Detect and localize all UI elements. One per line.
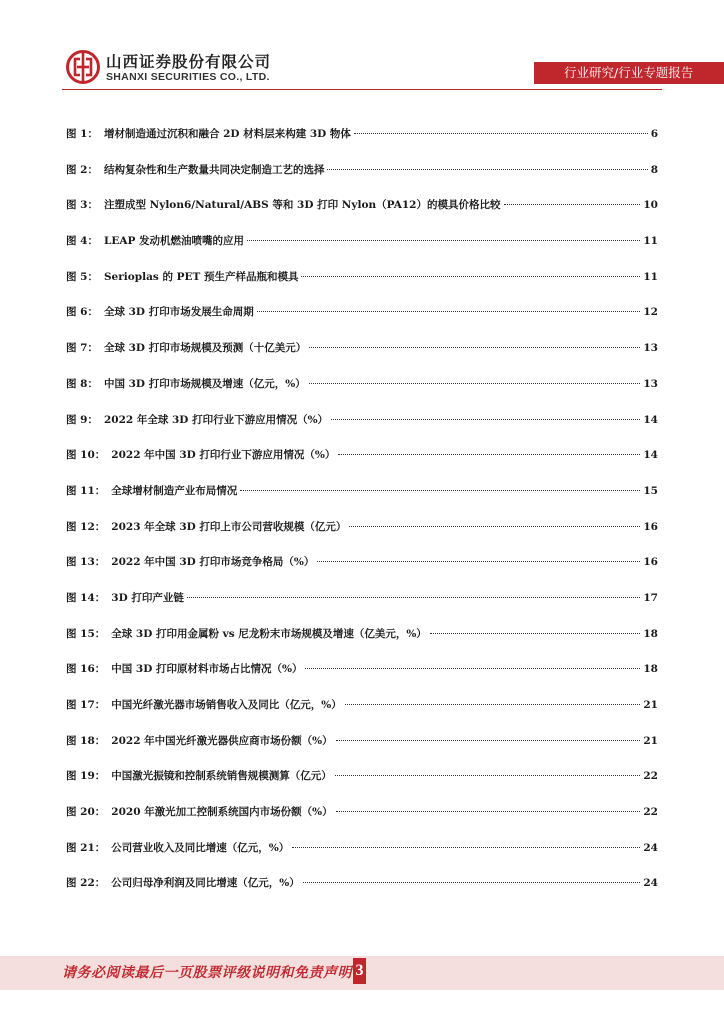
toc-page-number: 13	[643, 342, 658, 355]
toc-figure-title: 中国 3D 打印原材料市场占比情况（%）	[111, 663, 303, 676]
toc-page-number: 8	[650, 163, 658, 176]
toc-dot-leader	[303, 882, 641, 883]
toc-entry[interactable]	[66, 590, 658, 626]
toc-figure-number: 图 11：	[66, 484, 106, 497]
toc-figure-title: 增材制造通过沉积和融合 2D 材料层来构建 3D 物体	[103, 128, 351, 140]
toc-figure-title: 2022 年全球 3D 打印行业下游应用情况（%）	[103, 413, 329, 426]
toc-entry[interactable]	[66, 233, 658, 269]
toc-figure-number: 图 10：	[66, 449, 106, 462]
toc-figure-number: 图 7：	[66, 342, 98, 355]
toc-figure-number: 图 19：	[66, 770, 106, 783]
toc-entry[interactable]	[66, 768, 658, 804]
toc-entry[interactable]	[66, 840, 658, 876]
company-name-cn: 山西证券股份有限公司	[106, 53, 272, 71]
report-type-badge: 行业研究/行业专题报告	[534, 62, 724, 84]
toc-page-number: 17	[643, 591, 658, 604]
toc-entry[interactable]	[66, 804, 658, 840]
toc-figure-number: 图 1：	[66, 128, 98, 140]
page-header	[0, 0, 724, 100]
toc-figure-title: 2020 年激光加工控制系统国内市场份额（%）	[111, 806, 333, 819]
toc-dot-leader	[327, 169, 647, 170]
toc-dot-leader	[336, 740, 641, 741]
toc-dot-leader	[345, 704, 641, 705]
footer-disclaimer: 请务必阅读最后一页股票评级说明和免责声明	[62, 965, 352, 981]
toc-dot-leader	[335, 775, 641, 776]
toc-page-number: 10	[643, 199, 658, 212]
toc-figure-number: 图 22：	[66, 877, 106, 890]
toc-dot-leader	[338, 454, 640, 455]
toc-page-number: 18	[643, 663, 658, 676]
toc-entry[interactable]	[66, 412, 658, 448]
toc-figure-number: 图 4：	[66, 235, 98, 248]
toc-entry[interactable]	[66, 697, 658, 733]
toc-figure-number: 图 8：	[66, 377, 98, 390]
toc-figure-title: 全球 3D 打印市场规模及预测（十亿美元）	[103, 342, 307, 355]
page-number: 3	[353, 958, 366, 984]
toc-entry[interactable]	[66, 875, 658, 911]
toc-page-number: 18	[643, 627, 658, 640]
toc-page-number: 11	[643, 270, 658, 283]
toc-entry[interactable]	[66, 483, 658, 519]
toc-dot-leader	[257, 311, 641, 312]
toc-figure-number: 图 12：	[66, 520, 106, 533]
toc-figure-number: 图 16：	[66, 663, 106, 676]
toc-entry[interactable]	[66, 519, 658, 555]
company-name-en: SHANXI SECURITIES CO., LTD.	[106, 71, 270, 83]
toc-dot-leader	[349, 526, 640, 527]
toc-dot-leader	[354, 133, 648, 134]
toc-entry[interactable]	[66, 447, 658, 483]
toc-figure-title: 公司归母净利润及同比增速（亿元，%）	[111, 877, 300, 890]
toc-page-number: 6	[650, 128, 658, 140]
toc-dot-leader	[331, 419, 640, 420]
toc-page-number: 11	[643, 235, 658, 248]
toc-figure-number: 图 13：	[66, 556, 106, 569]
toc-dot-leader	[305, 668, 640, 669]
toc-figure-number: 图 20：	[66, 806, 106, 819]
toc-entry[interactable]	[66, 162, 658, 198]
toc-figure-title: 2022 年中国 3D 打印行业下游应用情况（%）	[111, 449, 336, 462]
toc-page-number: 16	[643, 556, 658, 569]
toc-entry[interactable]	[66, 126, 658, 162]
toc-figure-number: 图 9：	[66, 413, 98, 426]
toc-figure-title: 公司营业收入及同比增速（亿元，%）	[111, 841, 290, 854]
toc-dot-leader	[187, 597, 641, 598]
toc-page-number: 24	[643, 877, 658, 890]
toc-entry[interactable]	[66, 340, 658, 376]
toc-dot-leader	[247, 240, 640, 241]
toc-figure-title: 2022 年中国光纤激光器供应商市场份额（%）	[111, 734, 333, 747]
toc-entry[interactable]	[66, 376, 658, 412]
toc-page-number: 16	[643, 520, 658, 533]
toc-page-number: 22	[643, 770, 658, 783]
toc-figure-number: 图 6：	[66, 306, 98, 319]
toc-figure-title: LEAP 发动机燃油喷嘴的应用	[103, 235, 245, 248]
company-logo-icon	[66, 50, 100, 84]
toc-page-number: 14	[643, 413, 658, 426]
toc-dot-leader	[504, 204, 641, 205]
header-divider	[62, 89, 662, 90]
toc-dot-leader	[336, 811, 641, 812]
toc-page-number: 13	[643, 377, 658, 390]
toc-figure-title: 中国 3D 打印市场规模及增速（亿元，%）	[103, 377, 306, 390]
toc-entry[interactable]	[66, 554, 658, 590]
toc-dot-leader	[292, 847, 640, 848]
toc-page-number: 12	[643, 306, 658, 319]
toc-figure-title: 2023 年全球 3D 打印上市公司营收规模（亿元）	[111, 520, 347, 533]
toc-figure-title: Serioplas 的 PET 预生产样品瓶和模具	[103, 270, 299, 283]
toc-dot-leader	[309, 347, 640, 348]
toc-figure-number: 图 17：	[66, 699, 106, 711]
toc-entry[interactable]	[66, 733, 658, 769]
toc-page-number: 21	[643, 734, 658, 747]
toc-entry[interactable]	[66, 197, 658, 233]
toc-entry[interactable]	[66, 304, 658, 340]
toc-page-number: 14	[643, 449, 658, 462]
toc-dot-leader	[430, 633, 641, 634]
toc-figure-title: 结构复杂性和生产数量共同决定制造工艺的选择	[103, 163, 325, 176]
toc-figure-title: 注塑成型 Nylon6/Natural/ABS 等和 3D 打印 Nylon（PA12）的模具价格比较	[103, 199, 501, 212]
toc-figure-title: 全球 3D 打印用金属粉 vs 尼龙粉末市场规模及增速（亿美元，%）	[111, 627, 427, 640]
toc-dot-leader	[317, 561, 640, 562]
toc-page-number: 24	[643, 841, 658, 854]
toc-figure-title: 全球 3D 打印市场发展生命周期	[103, 306, 254, 319]
toc-figure-number: 图 21：	[66, 841, 106, 854]
toc-figure-number: 图 5：	[66, 270, 98, 283]
toc-figure-number: 图 14：	[66, 591, 106, 604]
toc-entry[interactable]	[66, 661, 658, 697]
toc-figure-title: 中国激光振镜和控制系统销售规模测算（亿元）	[111, 770, 332, 783]
toc-dot-leader	[309, 383, 641, 384]
toc-dot-leader	[301, 276, 640, 277]
figure-table-of-contents	[66, 126, 658, 911]
toc-page-number: 15	[643, 484, 658, 497]
toc-entry[interactable]	[66, 269, 658, 305]
toc-figure-number: 图 18：	[66, 734, 106, 747]
toc-figure-number: 图 3：	[66, 199, 98, 212]
toc-page-number: 22	[643, 806, 658, 819]
toc-figure-number: 图 15：	[66, 627, 106, 640]
toc-dot-leader	[240, 490, 640, 491]
toc-figure-title: 全球增材制造产业布局情况	[111, 484, 238, 497]
toc-entry[interactable]	[66, 626, 658, 662]
toc-figure-title: 3D 打印产业链	[111, 591, 184, 604]
toc-figure-title: 2022 年中国 3D 打印市场竞争格局（%）	[111, 556, 315, 569]
toc-page-number: 21	[643, 699, 658, 711]
toc-figure-title: 中国光纤激光器市场销售收入及同比（亿元，%）	[111, 699, 342, 711]
toc-figure-number: 图 2：	[66, 163, 98, 176]
